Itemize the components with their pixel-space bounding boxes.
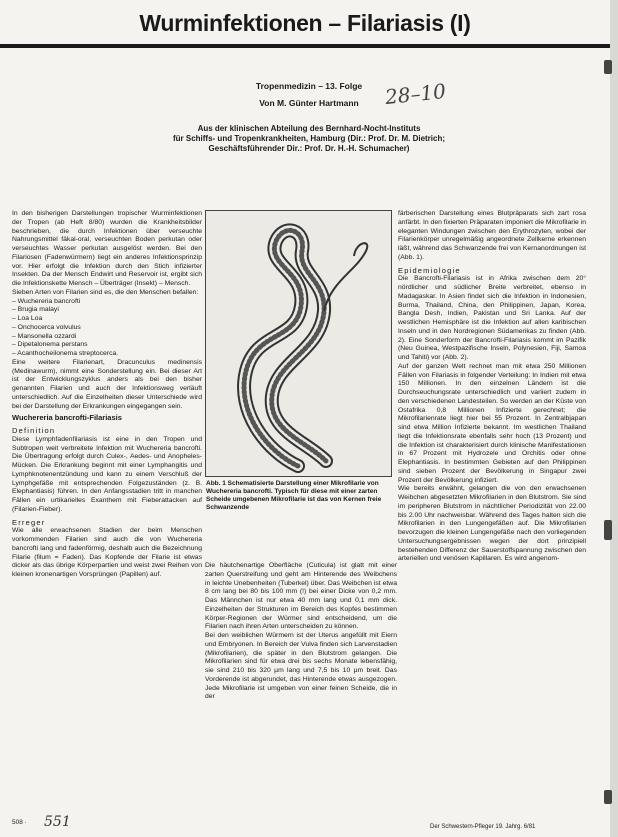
- binder-mark: [604, 790, 612, 804]
- microfilaria-illustration: [206, 211, 391, 476]
- paragraph: Eine weitere Filarienart, Dracunculus medinensis (Medinawurm), nimmt eine Sonderstellung ein. Bei dieser Art ist der Entwicklungszyklus anders als bei den bisher genannten Filarien und auch der Infektionsweg verläuft unterschiedlich. Auf die Einzelheiten dieser Unterschiede wird bei der Darstellung der Erkrankungen eingegangen sein.: [12, 358, 202, 410]
- handwritten-page-number: 551: [44, 814, 71, 830]
- list-item: – Loa Loa: [12, 315, 43, 322]
- column-3: [398, 210, 586, 564]
- journal-footer: Der Schwestern-Pfleger 19. Jahrg. 6/81: [430, 824, 536, 830]
- paragraph: Wie bereits erwähnt, gelangen die von den erwachsenen Weibchen abgesetzten Mikrofilarien in den Blutstrom. Sie sind im peripheren Blutstrom in nächtlicher Periodizität von 22.00 bis 2.00 Uhr nachweisbar. Während des Tages halten sich die Mikrofilarien in den Lungengefäßen auf. Die Mikrofilarien bevorzugen die kleinen Lungengefäße nach den vorliegenden Untersuchungsergebnissen wegen der dort prinzipiell bestehenden Differenz der Sauerstoffspannung zwischen den arteriellen und venösen Kapillaren. Es wird angenom-: [398, 485, 586, 563]
- subsection-heading: Epidemiologie: [398, 265, 461, 275]
- list-item: – Onchocerca volvulus: [12, 323, 81, 331]
- institution-line: Geschäftsführender Dir.: Prof. Dr. H.-H. Schumacher): [208, 144, 410, 153]
- list-item: – Acanthocheilonema streptocerca.: [12, 350, 119, 357]
- paragraph: Wie alle erwachsenen Stadien der beim Menschen vorkommenden Filarien sind auch die von Wuchereria bancrofti lang und fadenförmig, deshalb auch die Bezeichnung Filarie (filum = Faden). Das Kopfende der Filarie ist etwas dicker als das übrige Körperpartien und weist zwei Reihen von kleinen kronenartigen Vorsprüngen (Papillen) auf.: [12, 527, 202, 578]
- paragraph: Bei den weiblichen Würmern ist der Uterus angefüllt mit Eiern und Embryonen. In Bereich der Vulva finden sich Larvenstadien (Mikrofilarien), die später in den Blutstrom gelangen. Die Mikrofilarien sind für etwa drei bis sechs Monate lebensfähig, sie sind 210 bis 320 µm lang und 7,5 bis 10 µm breit. Das Vorderende ist abgerundet, das Hinterende etwas ausgezogen. Jede Mikrofilarie ist umgeben von einer feinen Scheide, die in der: [205, 632, 397, 701]
- paragraph: Diese Lymphfadenfilariasis ist eine in den Tropen und Subtropen weit verbreitete Infektion mit Wuchereria bancrofti. Die Übertragung erfolgt durch Culex-, Aedes- und Anopheles-Mücken. Die Erkrankung beginnt mit einer Lymphangitis und Lymphknotenentzündung und kann zu einem Verschluß der Lymphgefäße mit entsprechenden Folgezuständen (z. B. Elephantiasis) führen. In den Anfangsstadien tritt in manchen Fällen ein urtikarielles Exanthem mit Fieberattacken auf (Filarien-Fieber).: [12, 435, 202, 513]
- paragraph: Die Bancrofti-Filariasis ist in Afrika zwischen dem 20° nördlicher und südlicher Breite verbreitet, ebenso in Madagaskar. In Asien findet sich die Infektion in Indonesien, Burma, Thailand, China, den Philippinen, Japan, Korea, Bangla Desh, Indien, Pakistan und Sri Lanka. Auf der westlichen Hemisphäre ist die Infektion auf allen karibischen Inseln und in den Nordregionen Südamerikas zu finden (Abb. 2). Eine Sonderform der Bancrofti-Filariasis kommt im Pazifik (Neu Guinea, Westpazifische Inseln, Polynesien, Fiji, Samoa und Tahiti) vor (Abb. 2).: [398, 275, 586, 361]
- column-1: [12, 210, 202, 580]
- list-item: – Dipetalonema perstans: [12, 341, 88, 349]
- figure-microfilaria: [205, 210, 392, 477]
- series-label: Tropenmedizin – 13. Folge: [255, 81, 363, 91]
- subsection-heading: Erreger: [12, 517, 46, 527]
- institution-line: Aus der klinischen Abteilung des Bernhard-Nocht-Instituts: [197, 124, 421, 133]
- page-number: 508 ·: [12, 819, 27, 826]
- title-rule: [0, 44, 610, 48]
- column-2: [205, 562, 397, 702]
- subsection-heading: Definition: [12, 426, 56, 435]
- binder-mark: [604, 520, 612, 540]
- article-title: Wurminfektionen – Filariasis (I): [139, 10, 471, 36]
- section-heading: Wuchereria bancrofti-Filariasis: [12, 413, 122, 423]
- list-item: – Brugia malayi: [12, 306, 59, 314]
- binder-mark: [604, 60, 612, 74]
- handwritten-number: 28–10: [383, 78, 447, 110]
- list-item: – Mansonella ozzardi: [12, 332, 77, 340]
- institution-block: [100, 124, 518, 154]
- institution-line: für Schiffs- und Tropenkrankheiten, Hamburg (Dir.: Prof. Dr. M. Dietrich;: [172, 134, 446, 143]
- paragraph: färberischen Darstellung eines Blutpräparats sich zart rosa anfärbt. In den fixierten Präparaten imponiert die Mikrofilarie in eleganten Windungen zwischen den Erythrozyten, wobei der Filarienkörper unregelmäßig angeordnete Zellkerne erkennen läßt, während das Schwanzende frei von Kernanordnungen ist (Abb. 1).: [398, 210, 586, 261]
- figure-caption: Abb. 1 Schematisierte Darstellung einer Mikrofilarie von Wuchereria bancrofti. Typisch für diese mit einer zarten Scheide umgebenen Mikrofilarie ist das von Kernen freie Schwanzende: [206, 480, 382, 511]
- list-item: – Wuchereria bancrofti: [12, 297, 81, 305]
- author-line: Von M. Günter Hartmann: [259, 98, 359, 108]
- paragraph: In den bisherigen Darstellungen tropischer Wurminfektionen der Tropen (ab Heft 8/80) wurden die Krankheitsbilder beschrieben, die durch Infektionen über verseuchte Nahrungsmittel fäkal-oral, verseuchten Boden perkutan oder verseuchtes Wasser perkutan ausgelöst werden. Bei den Filariosen (Fadenwürmern) liegt ein anderes Infektionsprinzip vor. Hier erfolgt die Infektion durch den Stich infizierter Insekten. Da der Mensch Endwirt und Reservoir ist, ergibt sich die Infektionskette Mensch – Überträger (Insekt) – Mensch.: [12, 210, 202, 287]
- paragraph: Sieben Arten von Filarien sind es, die den Menschen befallen:: [12, 288, 199, 296]
- paragraph: Die häutchenartige Oberfläche (Cuticula) ist glatt mit einer zarten Querstreifung und geht am Hinterende des Weibchens in leichte Unebenheiten (Tuberkel) über. Das Weibchen ist etwa 8 cm lang bei 80 bis 100 mm (!) bei einer Dicke von 0,2 mm. Das Männchen ist nur etwa 40 mm lang und 0,1 mm dick. Einzelheiten der Strukturen im Bereich des Kopfes bestimmen Körper-Regionen der Würmer sind entscheidend, um die Filarien nach ihren Arten unterscheiden zu können.: [205, 562, 397, 631]
- paragraph: Auf der ganzen Welt rechnet man mit etwa 250 Millionen Fällen von Filariasis in folgender Verteilung: In Indien mit etwa 150 Millionen. In den einzelnen Ländern ist die Durchseuchungsrate unterschiedlich und variiert zudem in den verschiedenen Landesteilen. So werden an der Küste von Ostafrika 0,8 Millionen Infizierte gerechnet; die Mikrofilarienrate liegt hier bei 55 Prozent. In Zentralbjapan sind etwa Million Infizierte bekannt. Im westlichen Thailand liegt die Infektionsrate ebenfalls sehr hoch (13 Prozent) und die Infektion ist charakterisiert durch klinische Manifestationen in 67 Prozent mit Hydrozele und Orchitis oder ohne Elephantiasis. In bestimmten Gebieten auf den Philippinen sind sieben Prozent der Bevölkerung in Singapur zwei Prozent der Bevölkerung infiziert.: [398, 362, 586, 484]
